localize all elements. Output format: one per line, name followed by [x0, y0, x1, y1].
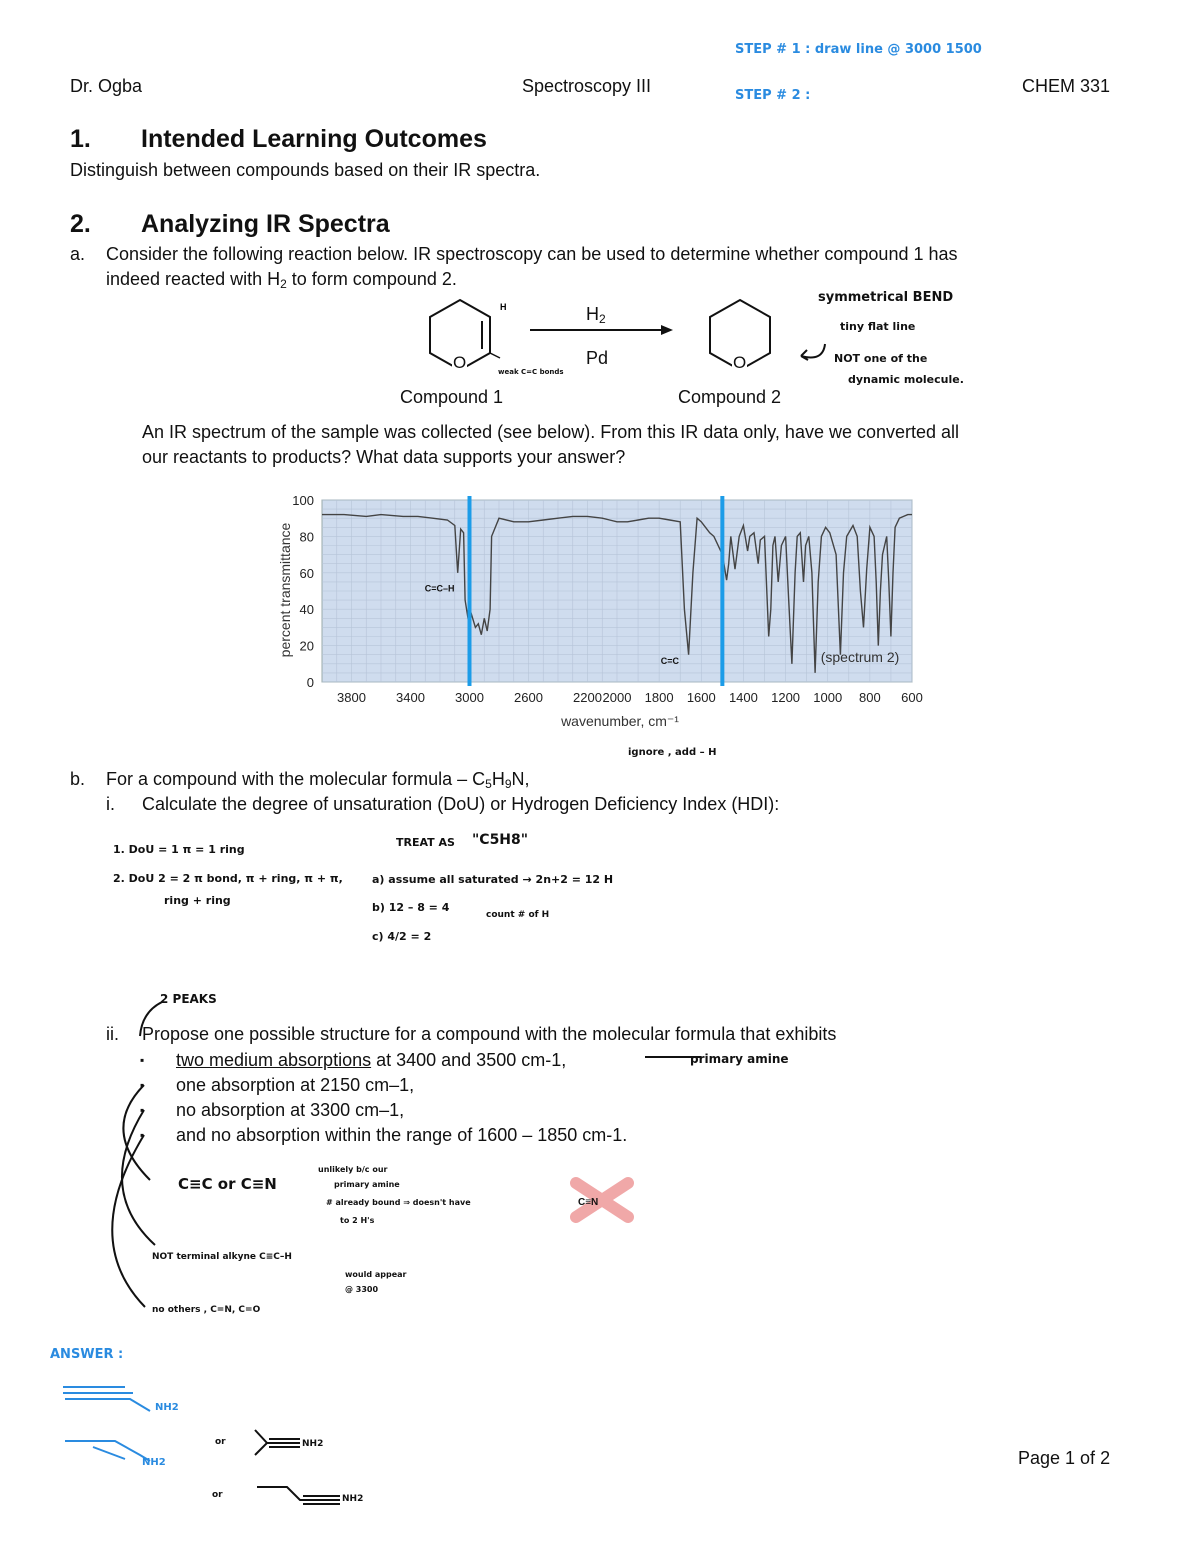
section2-number: 2. [70, 210, 91, 238]
y-tick-label: 0 [306, 675, 314, 690]
x-tick-label: 1600 [686, 690, 716, 705]
handwritten-dou2b: ring + ring [164, 894, 231, 907]
x-tick-label: 1200 [771, 690, 801, 705]
handwritten-step-c: c) 4/2 = 2 [372, 930, 432, 943]
x-tick-label: 1400 [728, 690, 758, 705]
answer-nh2-1: NH2 [155, 1402, 179, 1413]
bullet-glyph-3: ▪ [140, 1103, 145, 1117]
handwritten-treat: TREAT AS [396, 836, 455, 849]
header-instructor: Dr. Ogba [70, 76, 143, 96]
answer-nh2-3: NH2 [302, 1439, 324, 1449]
x-tick-label: 2200 [573, 690, 602, 705]
part-b-i-text: Calculate the degree of unsaturation (DoU) or Hydrogen Deficiency Index (HDI): [142, 794, 780, 814]
answer-or-1: or [215, 1437, 226, 1447]
handwritten-h-mark: H [500, 302, 507, 312]
x-tick-label: 1000 [813, 690, 843, 705]
x-tick-label: 3800 [337, 690, 366, 705]
handwritten-step-b: b) 12 – 8 = 4 [372, 901, 450, 914]
handwritten-dou2: 2. DoU 2 = 2 π bond, π + ring, π + π, [113, 872, 343, 885]
part-a-question-line1: An IR spectrum of the sample was collected (see below). From this IR data only, have we converted all [142, 422, 960, 442]
handwritten-treat-formula: "C5H8" [472, 832, 529, 848]
reagent-pd: Pd [586, 348, 609, 368]
compound2-label: Compound 2 [678, 387, 782, 407]
handwritten-would-appear2: @ 3300 [345, 1285, 379, 1294]
x-tick-label: 3000 [455, 690, 484, 705]
handwritten-flat-line: tiny flat line [840, 320, 916, 333]
bullet-item-4: and no absorption within the range of 1600 – 1850 cm-1. [176, 1125, 628, 1145]
header-course: CHEM 331 [1022, 76, 1111, 96]
handwritten-step2-note: STEP # 2 : [735, 88, 811, 103]
handwritten-step-a: a) assume all saturated → 2n+2 = 12 H [372, 873, 614, 886]
chart-y-axis-label: percent transmittance [277, 522, 293, 658]
handwritten-unlikely4: to 2 H's [340, 1216, 375, 1225]
y-tick-label: 40 [299, 602, 314, 618]
handwritten-crossed-out-structure [568, 1175, 638, 1225]
x-tick-label: 1800 [644, 690, 674, 705]
handwritten-step1-note: STEP # 1 : draw line @ 3000 1500 [735, 42, 982, 57]
compound2-oxygen: O [733, 353, 747, 372]
answer-nh2-4: NH2 [342, 1494, 364, 1504]
part-a-question-line2: our reactants to products? What data supports your answer? [142, 447, 626, 467]
part-a-line1: Consider the following reaction below. IR spectroscopy can be used to determine whether compound 1 has [106, 244, 958, 264]
svg-text:C≡N: C≡N [578, 1197, 599, 1208]
x-tick-label: 3400 [396, 690, 425, 705]
bullet-item-3: no absorption at 3300 cm–1, [176, 1100, 405, 1120]
handwritten-step-b2: count # of H [486, 910, 550, 920]
handwritten-no-others: no others , C=N, C=O [152, 1305, 261, 1315]
handwritten-primary-amine: primary amine [690, 1052, 789, 1066]
handwritten-symmetrical: symmetrical BEND [818, 290, 954, 305]
answer-structures [55, 1375, 375, 1535]
section1-title: Intended Learning Outcomes [141, 125, 487, 153]
handwritten-dou1: 1. DoU = 1 π = 1 ring [113, 843, 245, 856]
x-tick-label: 2600 [514, 690, 543, 705]
handwritten-would-appear: would appear [345, 1270, 407, 1279]
bullet-glyph-2: ▪ [140, 1078, 145, 1092]
part-b-ii-label: ii. [106, 1024, 119, 1044]
y-tick-label: 80 [299, 529, 314, 545]
answer-label: ANSWER : [50, 1347, 124, 1362]
chart-annotation: C=C–H [424, 583, 455, 594]
x-tick-label: 2000 [602, 690, 632, 705]
y-tick-label: 100 [292, 493, 314, 508]
part-b-label: b. [70, 769, 86, 789]
reagent-h2: $H_2$ [586, 304, 606, 326]
part-b-formula: For a compound with the molecular formula – $C_5H_9N$, [106, 769, 530, 791]
part-b-ii-text: Propose one possible structure for a compound with the molecular formula that exhibits [142, 1024, 837, 1044]
handwritten-not-one: NOT one of the [834, 352, 928, 365]
handwritten-two-peaks: 2 PEAKS [160, 992, 217, 1006]
handwritten-unlikely: unlikely b/c our [318, 1165, 388, 1174]
handwritten-unlikely3: # already bound ⇒ doesn't have [326, 1198, 471, 1207]
handwritten-bond [490, 353, 500, 358]
handwritten-arrow [795, 340, 835, 370]
answer-or-2: or [212, 1490, 223, 1500]
bullet-item-1: two medium absorptions at 3400 and 3500 cm-1, [176, 1050, 567, 1070]
ir-spectrum-chart [270, 490, 930, 740]
section1-number: 1. [70, 125, 91, 153]
chart-title: (spectrum 2) [820, 649, 900, 665]
handwritten-dynamic: dynamic molecule. [848, 373, 964, 386]
answer-nh2-2: NH2 [142, 1457, 166, 1468]
section2-title: Analyzing IR Spectra [141, 210, 390, 238]
part-a-label: a. [70, 244, 86, 264]
handwritten-weak-cc: weak C=C bonds [498, 368, 564, 376]
header-topic: Spectroscopy III [522, 76, 652, 96]
chart-annotation: C=C [660, 656, 680, 667]
page-number: Page 1 of 2 [1018, 1448, 1111, 1468]
reaction-arrowhead [661, 325, 673, 335]
compound1-label: Compound 1 [400, 387, 504, 407]
handwritten-formula-note: ignore , add – H [628, 747, 717, 758]
y-tick-label: 20 [299, 638, 314, 654]
compound1-oxygen: O [453, 353, 467, 372]
chart-x-axis-label: wavenumber, cm⁻¹ [561, 713, 679, 729]
bullet-glyph-4: ▪ [140, 1128, 145, 1142]
handwritten-unlikely2: primary amine [334, 1180, 400, 1189]
part-a-line2: indeed reacted with $H_2$ to form compound 2. [106, 269, 457, 291]
y-tick-label: 60 [299, 565, 314, 581]
x-tick-label: 800 [859, 690, 881, 705]
part-b-i-label: i. [106, 794, 115, 814]
bullet-glyph-1: ▪ [140, 1053, 145, 1067]
handwritten-cc-triple: C≡C or C≡N [178, 1175, 277, 1193]
x-tick-label: 600 [901, 690, 923, 705]
section1-body: Distinguish between compounds based on their IR spectra. [70, 160, 541, 180]
bullet-item-2: one absorption at 2150 cm–1, [176, 1075, 415, 1095]
handwritten-not-terminal: NOT terminal alkyne C≡C–H [152, 1252, 292, 1262]
